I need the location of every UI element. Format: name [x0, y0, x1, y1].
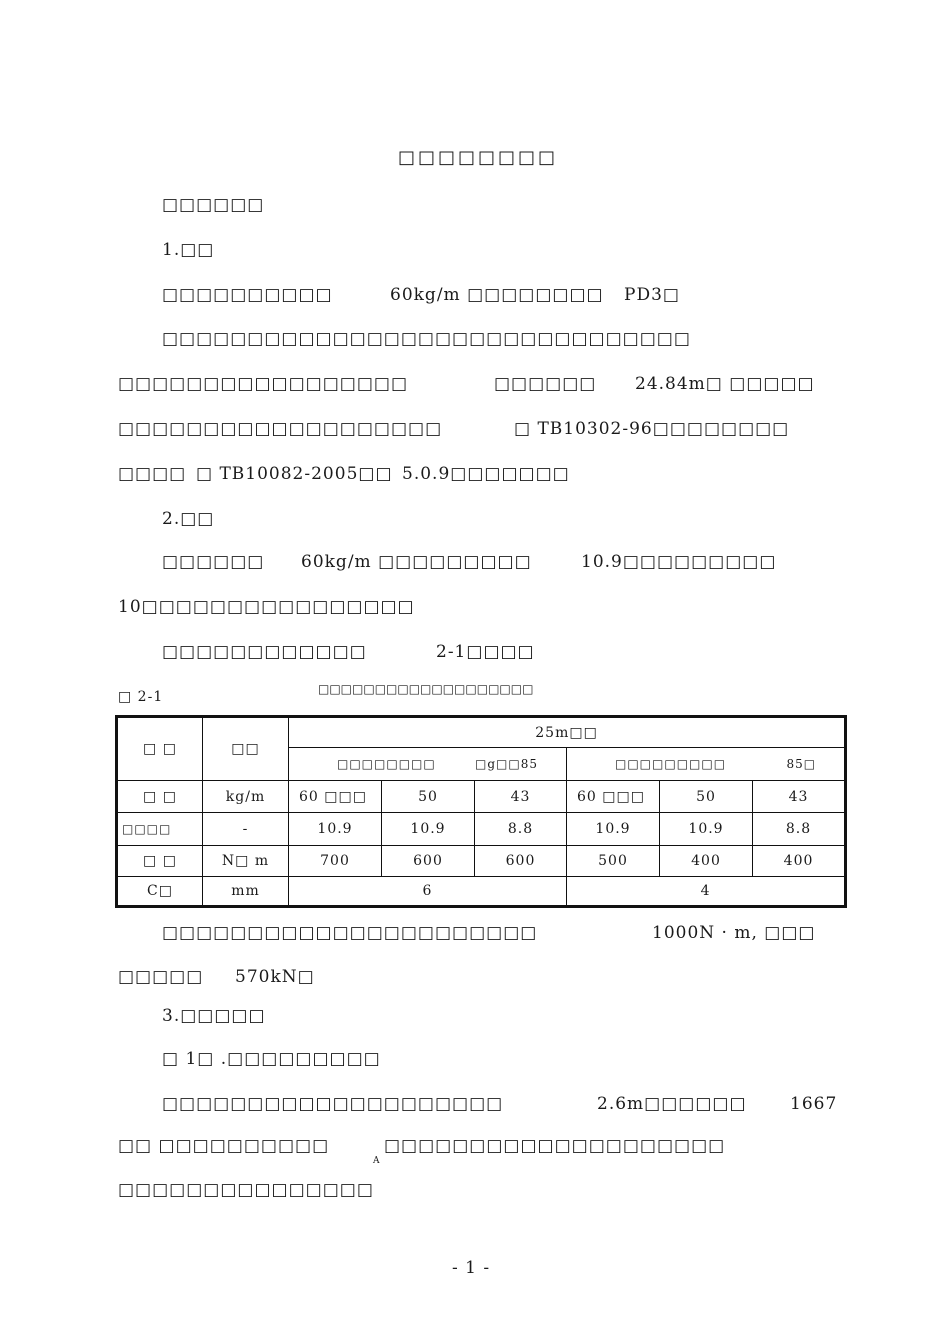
row-unit: N□ m — [203, 845, 289, 876]
row-unit: - — [203, 813, 289, 846]
header-sub-1 — [289, 748, 567, 781]
p1-line1-a: □□□□□□□□□□ — [162, 285, 333, 305]
table-cell: 400 — [753, 845, 846, 876]
table-label: □ 2-1 — [118, 689, 164, 705]
table-row — [117, 877, 846, 907]
item3-heading: 3.□□□□□ — [162, 1006, 266, 1026]
table-cell: 500 — [567, 845, 660, 876]
p2-line2: 10□□□□□□□□□□□□□□□□ — [118, 597, 415, 617]
item2-heading: 2.□□ — [162, 509, 215, 529]
row-name: □ □ — [117, 845, 203, 876]
p2-line1-b: 60kg/m □□□□□□□□□ — [301, 552, 532, 572]
table-cell: 600 — [475, 845, 567, 876]
table-cell: 700 — [289, 845, 382, 876]
table-cell: 50 — [382, 780, 475, 813]
p2-line3-b: 2-1□□□□ — [436, 642, 535, 662]
p4-line1-c: 1667 — [790, 1094, 838, 1114]
spec-table — [115, 715, 847, 908]
table-cell: 10.9 — [567, 813, 660, 846]
p4-line1-b: 2.6m□□□□□□ — [597, 1094, 747, 1114]
p1-line4-b: □ TB10302-96□□□□□□□□ — [514, 419, 790, 439]
p1-line5-c: 5.0.9□□□□□□□ — [402, 464, 570, 484]
p3-line2-b: 570kN□ — [235, 967, 315, 987]
header-group: 25m□□ — [289, 717, 846, 748]
table-cell: 60 □□□ — [567, 780, 660, 813]
table-cell: 10.9 — [382, 813, 475, 846]
table-cell: 43 — [475, 780, 567, 813]
table-cell: 4 — [567, 877, 846, 907]
p3-line1-a: □□□□□□□□□□□□□□□□□□□□□□ — [162, 923, 538, 943]
p4-line1-a: □□□□□□□□□□□□□□□□□□□□ — [162, 1094, 504, 1114]
row-unit: mm — [203, 877, 289, 907]
doc-title: □□□□□□□□ — [398, 147, 559, 168]
table-cell: 50 — [660, 780, 753, 813]
table-cell: 60 □□□ — [289, 780, 382, 813]
row-name: C□ — [117, 877, 203, 907]
p4-line3: □□□□□□□□□□□□□□□ — [118, 1180, 374, 1200]
item1-heading: 1.□□ — [162, 240, 215, 260]
table-row — [117, 780, 846, 813]
row-name: □ □ — [117, 780, 203, 813]
p1-line5-b: □ TB10082-2005□□ — [196, 464, 393, 484]
p4-line2-mark: A — [373, 1156, 381, 1166]
table-cell: 400 — [660, 845, 753, 876]
row-name: □□□□ — [117, 813, 203, 846]
p3-line2-a: □□□□□ — [118, 967, 204, 987]
header-sub-2-a: □□□□□□□□□ — [615, 757, 727, 772]
p1-line2: □□□□□□□□□□□□□□□□□□□□□□□□□□□□□□□ — [162, 329, 691, 349]
table-cell: 43 — [753, 780, 846, 813]
sub1-heading: □ 1□ .□□□□□□□□□ — [162, 1049, 381, 1069]
p1-line1-b: 60kg/m □□□□□□□□ — [390, 285, 604, 305]
header-sub-2 — [567, 748, 846, 781]
p1-line3-b: □□□□□□ — [494, 374, 597, 394]
p2-line1-c: 10.9□□□□□□□□□ — [581, 552, 777, 572]
table-cell: 8.8 — [753, 813, 846, 846]
table-cell: 10.9 — [289, 813, 382, 846]
section-heading: □□□□□□ — [162, 195, 265, 215]
p2-line1-a: □□□□□□ — [162, 552, 265, 572]
p3-line1-b: 1000N · m, □□□ — [652, 923, 816, 943]
table-row — [117, 845, 846, 876]
p1-line3-a: □□□□□□□□□□□□□□□□□ — [118, 374, 409, 394]
header-unit: □□ — [203, 717, 289, 781]
p1-line5-a: □□□□ — [118, 464, 187, 484]
header-sub-1-a: □□□□□□□□ — [337, 757, 436, 772]
p4-line2-a: □□ □□□□□□□□□□ — [118, 1136, 330, 1156]
table-cell: 8.8 — [475, 813, 567, 846]
table-cell: 600 — [382, 845, 475, 876]
table-cell: 6 — [289, 877, 567, 907]
p4-line2-b: □□□□□□□□□□□□□□□□□□□□ — [384, 1136, 726, 1156]
table-cell: 10.9 — [660, 813, 753, 846]
p2-line3-a: □□□□□□□□□□□□ — [162, 642, 367, 662]
p1-line1-c: PD3□ — [624, 285, 680, 305]
table-caption: □□□□□□□□□□□□□□□□□□□ — [318, 682, 534, 696]
row-unit: kg/m — [203, 780, 289, 813]
table-header-row-1 — [117, 717, 846, 748]
header-sub-1-b: □g□□85 — [475, 757, 538, 772]
page-number: - 1 - — [452, 1258, 491, 1278]
p1-line3-c: 24.84m□ □□□□□ — [635, 374, 815, 394]
header-name: □ □ — [117, 717, 203, 781]
p1-line4-a: □□□□□□□□□□□□□□□□□□□ — [118, 419, 443, 439]
table-row — [117, 813, 846, 846]
header-sub-2-b: 85□ — [786, 757, 817, 772]
